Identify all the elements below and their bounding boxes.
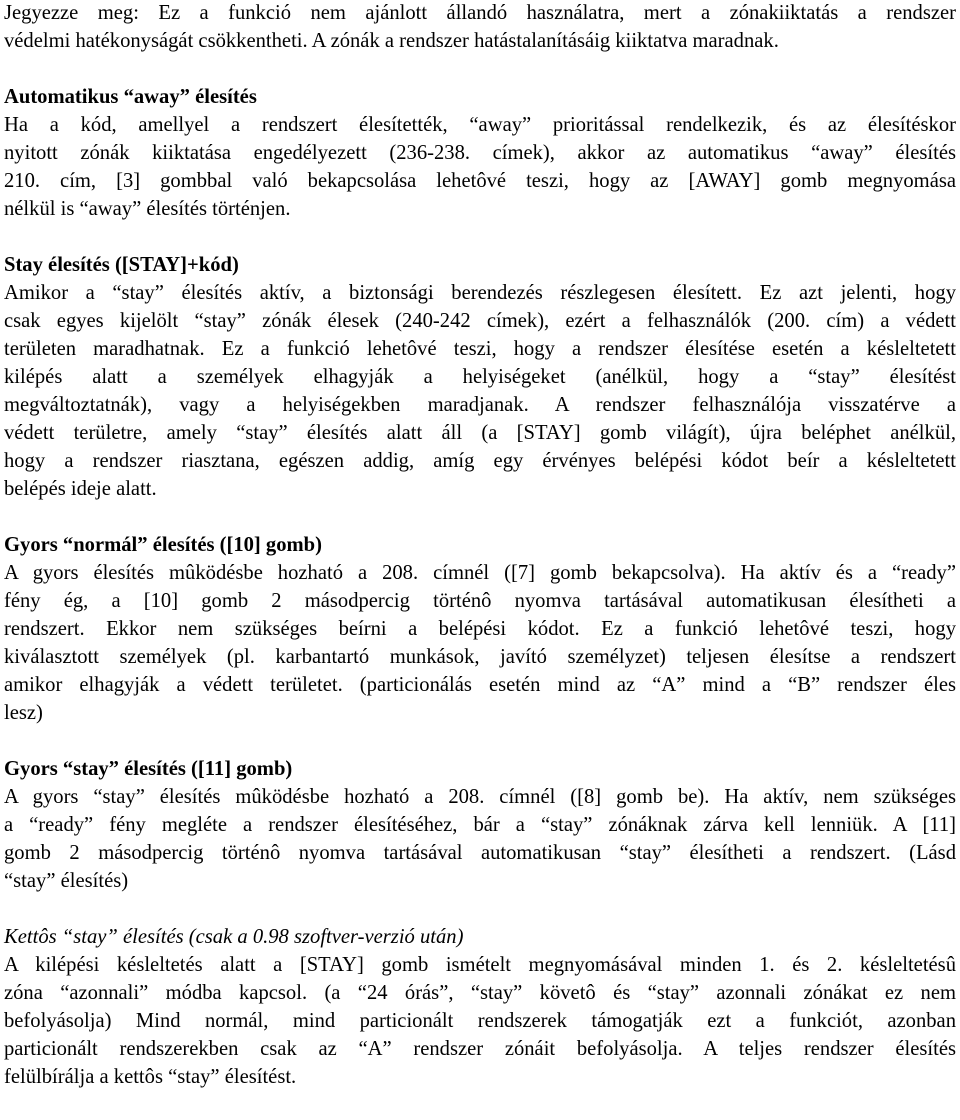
section-heading: Gyors “stay” élesítés ([11] gomb) <box>4 758 293 780</box>
text-line: területen maradhatnak. Ez a funkció lehetôvé teszi, hogy a rendszer élesítése esetén a késleltetett <box>4 338 956 360</box>
section-heading: Stay élesítés ([STAY]+kód) <box>4 254 239 276</box>
text-line: Ha a kód, amellyel a rendszert élesítették, “away” prioritással rendelkezik, és az élesítéskor <box>4 114 956 136</box>
text-line: kilépés alatt a személyek elhagyják a helyiségeket (anélkül, hogy a “stay” élesítést <box>4 366 956 388</box>
text-line: gomb 2 másodpercig történô nyomva tartásával automatikusan “stay” élesítheti a rendszert. (Lásd <box>4 842 956 864</box>
text-line: lesz) <box>4 702 43 724</box>
text-line: hogy a rendszer riasztana, egészen addig, amíg egy érvényes belépési kódot beír a késleltetett <box>4 450 956 472</box>
text-line: megváltoztatnák), vagy a helyiségekben maradjanak. A rendszer felhasználója visszatérve a <box>4 394 956 416</box>
text-line: a “ready” fény megléte a rendszer élesítéséhez, bár a “stay” zónáknak zárva kell lenniük. A [11] <box>4 814 956 836</box>
text-line: nélkül is “away” élesítés történjen. <box>4 198 291 220</box>
text-line: kiválasztott személyek (pl. karbantartó munkások, javító személyzet) teljesen élesítse a rendszert <box>4 646 956 668</box>
text-line: belépés ideje alatt. <box>4 478 157 500</box>
text-line: 210. cím, [3] gombbal való bekapcsolása lehetôvé teszi, hogy az [AWAY] gomb megnyomása <box>4 170 956 192</box>
section-heading: Gyors “normál” élesítés ([10] gomb) <box>4 534 322 556</box>
text-line: amikor elhagyják a védett területet. (particionálás esetén mind az “A” mind a “B” rendszer éles <box>4 674 956 696</box>
text-line: Jegyezze meg: Ez a funkció nem ajánlott állandó használatra, mert a zónakiiktatás a rendszer <box>4 2 956 24</box>
text-line: “stay” élesítés) <box>4 870 129 892</box>
text-line: nyitott zónák kiiktatása engedélyezett (236-238. címek), akkor az automatikus “away” élesítés <box>4 142 956 164</box>
text-line: védett területre, amely “stay” élesítés alatt áll (a [STAY] gomb világít), újra beléphet anélkül, <box>4 422 956 444</box>
text-line: védelmi hatékonyságát csökkentheti. A zónák a rendszer hatástalanításáig kiiktatva maradnak. <box>4 30 779 52</box>
section-heading: Automatikus “away” élesítés <box>4 86 257 108</box>
text-line: A gyors “stay” élesítés mûködésbe hozható a 208. címnél ([8] gomb be). Ha aktív, nem szükséges <box>4 786 956 808</box>
text-line: felülbírálja a kettôs “stay” élesítést. <box>4 1066 297 1088</box>
text-line: A gyors élesítés mûködésbe hozható a 208. címnél ([7] gomb bekapcsolva). Ha aktív és a “ready” <box>4 562 956 584</box>
text-line: zóna “azonnali” módba kapcsol. (a “24 órás”, “stay” követô és “stay” azonnali zónákat ez nem <box>4 982 956 1004</box>
text-line: rendszert. Ekkor nem szükséges beírni a belépési kódot. Ez a funkció lehetôvé teszi, hogy <box>4 618 956 640</box>
text-line: A kilépési késleltetés alatt a [STAY] gomb ismételt megnyomásával minden 1. és 2. késleltetésû <box>4 954 956 976</box>
text-line: fény ég, a [10] gomb 2 másodpercig történô nyomva tartásával automatikusan élesítheti a <box>4 590 956 612</box>
text-line: csak egyes kijelölt “stay” zónák élesek (240-242 címek), ezért a felhasználók (200. cím) a védett <box>4 310 956 332</box>
text-line: befolyásolja) Mind normál, mind particionált rendszerek támogatják ezt a funkciót, azonban <box>4 1010 956 1032</box>
text-line: particionált rendszerekben csak az “A” rendszer zónáit befolyásolja. A teljes rendszer élesítés <box>4 1038 956 1060</box>
section-heading: Kettôs “stay” élesítés (csak a 0.98 szoftver-verzió után) <box>4 926 464 948</box>
text-line: Amikor a “stay” élesítés aktív, a biztonsági berendezés részlegesen élesített. Ez azt jelenti, hogy <box>4 282 956 304</box>
